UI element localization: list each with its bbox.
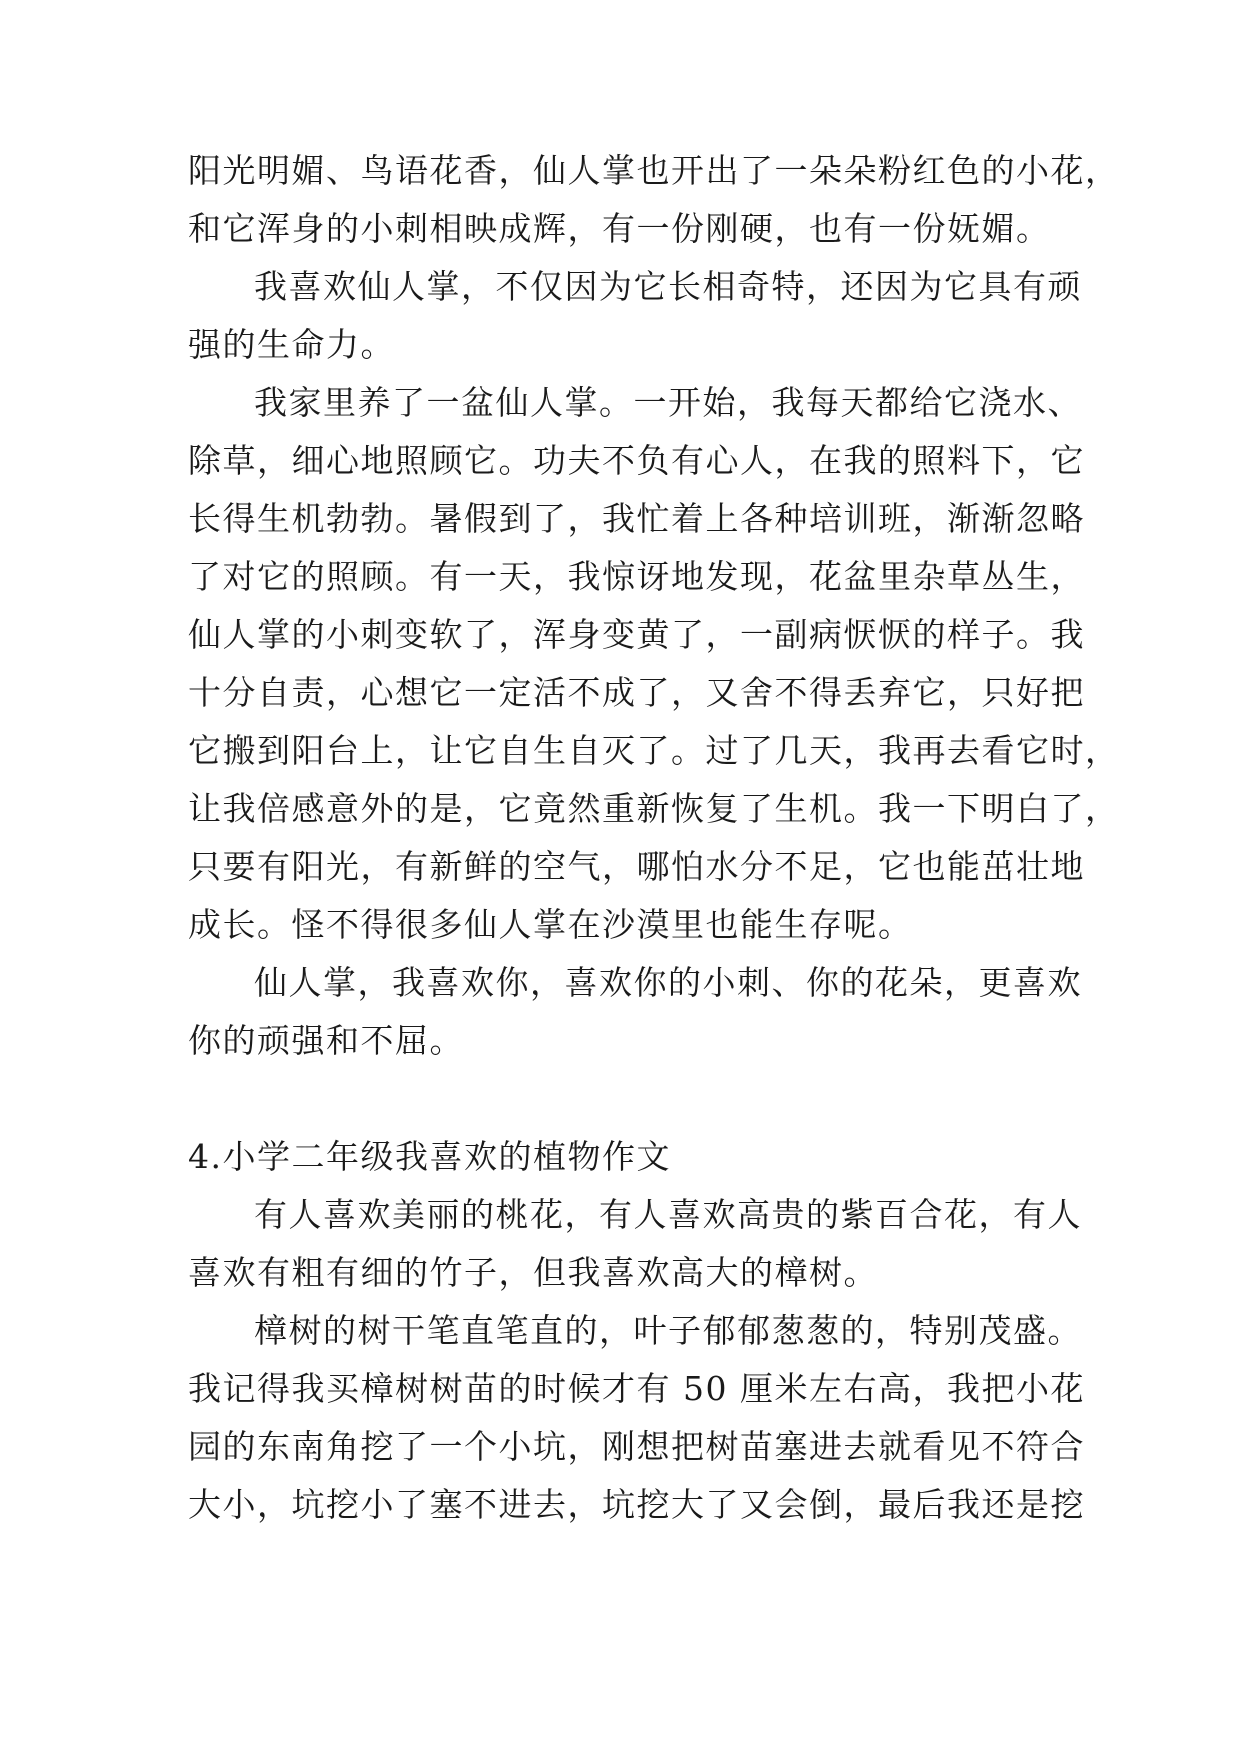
- text-line: 只要有阳光，有新鲜的空气，哪怕水分不足，它也能茁壮地: [188, 847, 1085, 886]
- text-line: 强的生命力。: [188, 325, 395, 364]
- text-line: 园的东南角挖了一个小坑，刚想把树苗塞进去就看见不符合: [188, 1427, 1085, 1466]
- section-heading: 4.小学二年级我喜欢的植物作文: [188, 1137, 671, 1176]
- text-line: 和它浑身的小刺相映成辉，有一份刚硬，也有一份妩媚。: [188, 209, 1051, 248]
- text-line: 仙人掌的小刺变软了，浑身变黄了，一副病恹恹的样子。我: [188, 615, 1085, 654]
- text-line: 仙人掌，我喜欢你，喜欢你的小刺、你的花朵，更喜欢: [254, 963, 1082, 1002]
- text-line: 长得生机勃勃。暑假到了，我忙着上各种培训班，渐渐忽略: [188, 499, 1085, 538]
- text-line: 大小，坑挖小了塞不进去，坑挖大了又会倒，最后我还是挖: [188, 1485, 1085, 1524]
- document-page: [188, 0, 1120, 1754]
- text-line: 十分自责，心想它一定活不成了，又舍不得丢弃它，只好把: [188, 673, 1085, 712]
- text-line: 让我倍感意外的是，它竟然重新恢复了生机。我一下明白了，: [188, 789, 1120, 828]
- text-line: 我家里养了一盆仙人掌。一开始，我每天都给它浇水、: [254, 383, 1082, 422]
- text-line: 我记得我买樟树树苗的时候才有 50 厘米左右高，我把小花: [188, 1369, 1085, 1408]
- text-line: 它搬到阳台上，让它自生自灭了。过了几天，我再去看它时，: [188, 731, 1120, 770]
- text-line: 有人喜欢美丽的桃花，有人喜欢高贵的紫百合花，有人: [254, 1195, 1082, 1234]
- text-line: 樟树的树干笔直笔直的，叶子郁郁葱葱的，特别茂盛。: [254, 1311, 1082, 1350]
- text-line: 喜欢有粗有细的竹子，但我喜欢高大的樟树。: [188, 1253, 878, 1292]
- text-line: 你的顽强和不屈。: [188, 1021, 464, 1060]
- text-line: 阳光明媚、鸟语花香，仙人掌也开出了一朵朵粉红色的小花，: [188, 151, 1120, 190]
- text-line: 除草，细心地照顾它。功夫不负有心人，在我的照料下，它: [188, 441, 1085, 480]
- text-line: 了对它的照顾。有一天，我惊讶地发现，花盆里杂草丛生，: [188, 557, 1085, 596]
- text-line: 成长。怪不得很多仙人掌在沙漠里也能生存呢。: [188, 905, 913, 944]
- text-line: 我喜欢仙人掌，不仅因为它长相奇特，还因为它具有顽: [254, 267, 1082, 306]
